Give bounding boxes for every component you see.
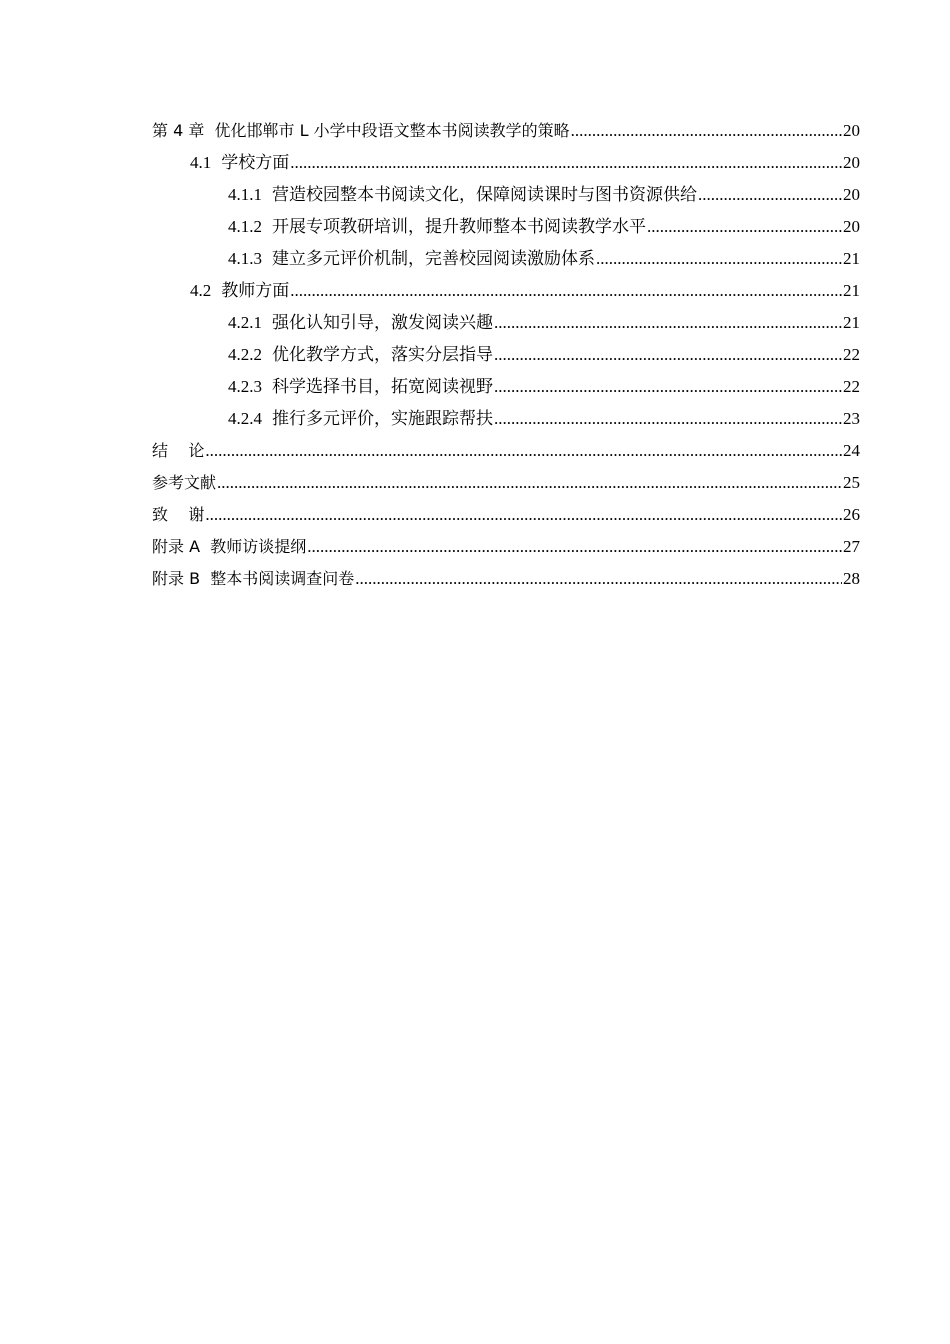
- toc-section-number: 4.1: [190, 153, 212, 172]
- toc-dot-leader: [290, 147, 842, 179]
- toc-dot-leader: [647, 211, 842, 243]
- toc-entry-4-1-3[interactable]: [152, 243, 860, 275]
- toc-entry-4-2-3[interactable]: [152, 371, 860, 403]
- toc-page-number: 23: [843, 409, 860, 428]
- toc-entry-title: 附录 A 教师访谈提纲: [152, 537, 307, 556]
- toc-dot-leader: [205, 499, 842, 531]
- toc-entry-title: 开展专项教研培训，提升教师整本书阅读教学水平: [272, 217, 646, 236]
- toc-page-number: 20: [843, 217, 860, 236]
- toc-section-number: 4.1.2: [228, 217, 262, 236]
- toc-section-number: 4.2.1: [228, 313, 262, 332]
- toc-dot-leader: [205, 435, 842, 467]
- toc-entry-title: 科学选择书目，拓宽阅读视野: [272, 377, 493, 396]
- toc-dot-leader: [571, 115, 842, 147]
- toc-page-number: 24: [843, 441, 860, 460]
- toc-page-number: 21: [843, 249, 860, 268]
- toc-dot-leader: [698, 179, 842, 211]
- toc-section-number: 4.1.1: [228, 185, 262, 204]
- toc-section-number: 4.2: [190, 281, 212, 300]
- toc-page-number: 28: [843, 569, 860, 588]
- toc-entry-references[interactable]: [152, 467, 860, 499]
- toc-page-number: 22: [843, 377, 860, 396]
- toc-dot-leader: [217, 467, 842, 499]
- toc-entry-chapter-4[interactable]: [152, 115, 860, 147]
- toc-entry-appendix-b[interactable]: [152, 563, 860, 595]
- toc-entry-4-2-4[interactable]: [152, 403, 860, 435]
- toc-entry-title: 结 论: [152, 441, 205, 460]
- toc-dot-leader: [494, 371, 842, 403]
- toc-page-number: 20: [843, 121, 860, 140]
- toc-dot-leader: [494, 339, 842, 371]
- toc-section-number: 4.1.3: [228, 249, 262, 268]
- toc-entry-title: 附录 B 整本书阅读调查问卷: [152, 569, 355, 588]
- toc-entry-appendix-a[interactable]: [152, 531, 860, 563]
- toc-dot-leader: [307, 531, 842, 563]
- toc-entry-4-1-2[interactable]: [152, 211, 860, 243]
- toc-dot-leader: [290, 275, 842, 307]
- toc-dot-leader: [494, 307, 842, 339]
- toc-entry-title: 教师方面: [221, 281, 290, 300]
- toc-page-number: 20: [843, 185, 860, 204]
- toc-page-number: 27: [843, 537, 860, 556]
- toc-entry-title: 强化认知引导，激发阅读兴趣: [272, 313, 493, 332]
- toc-entry-4-2-2[interactable]: [152, 339, 860, 371]
- toc-dot-leader: [355, 563, 842, 595]
- toc-entry-title: 参考文献: [152, 473, 217, 492]
- toc-page-number: 26: [843, 505, 860, 524]
- toc-entry-title: 第 4 章 优化邯郸市 L 小学中段语文整本书阅读教学的策略: [152, 121, 570, 140]
- toc-entry-4-1[interactable]: [152, 147, 860, 179]
- toc-dot-leader: [596, 243, 842, 275]
- toc-page-number: 21: [843, 313, 860, 332]
- toc-section-number: 4.2.4: [228, 409, 262, 428]
- toc-page-number: 21: [843, 281, 860, 300]
- table-of-contents: [152, 115, 860, 595]
- toc-entry-title: 学校方面: [221, 153, 290, 172]
- toc-entry-title: 致 谢: [152, 505, 205, 524]
- toc-page-number: 25: [843, 473, 860, 492]
- toc-entry-title: 营造校园整本书阅读文化，保障阅读课时与图书资源供给: [272, 185, 697, 204]
- toc-page-number: 22: [843, 345, 860, 364]
- toc-section-number: 4.2.3: [228, 377, 262, 396]
- toc-entry-4-1-1[interactable]: [152, 179, 860, 211]
- toc-entry-conclusion[interactable]: [152, 435, 860, 467]
- toc-dot-leader: [494, 403, 842, 435]
- toc-entry-title: 推行多元评价，实施跟踪帮扶: [272, 409, 493, 428]
- toc-entry-4-2[interactable]: [152, 275, 860, 307]
- toc-page-number: 20: [843, 153, 860, 172]
- toc-entry-title: 建立多元评价机制，完善校园阅读激励体系: [272, 249, 595, 268]
- toc-entry-acknowledgements[interactable]: [152, 499, 860, 531]
- toc-entry-4-2-1[interactable]: [152, 307, 860, 339]
- toc-section-number: 4.2.2: [228, 345, 262, 364]
- toc-entry-title: 优化教学方式，落实分层指导: [272, 345, 493, 364]
